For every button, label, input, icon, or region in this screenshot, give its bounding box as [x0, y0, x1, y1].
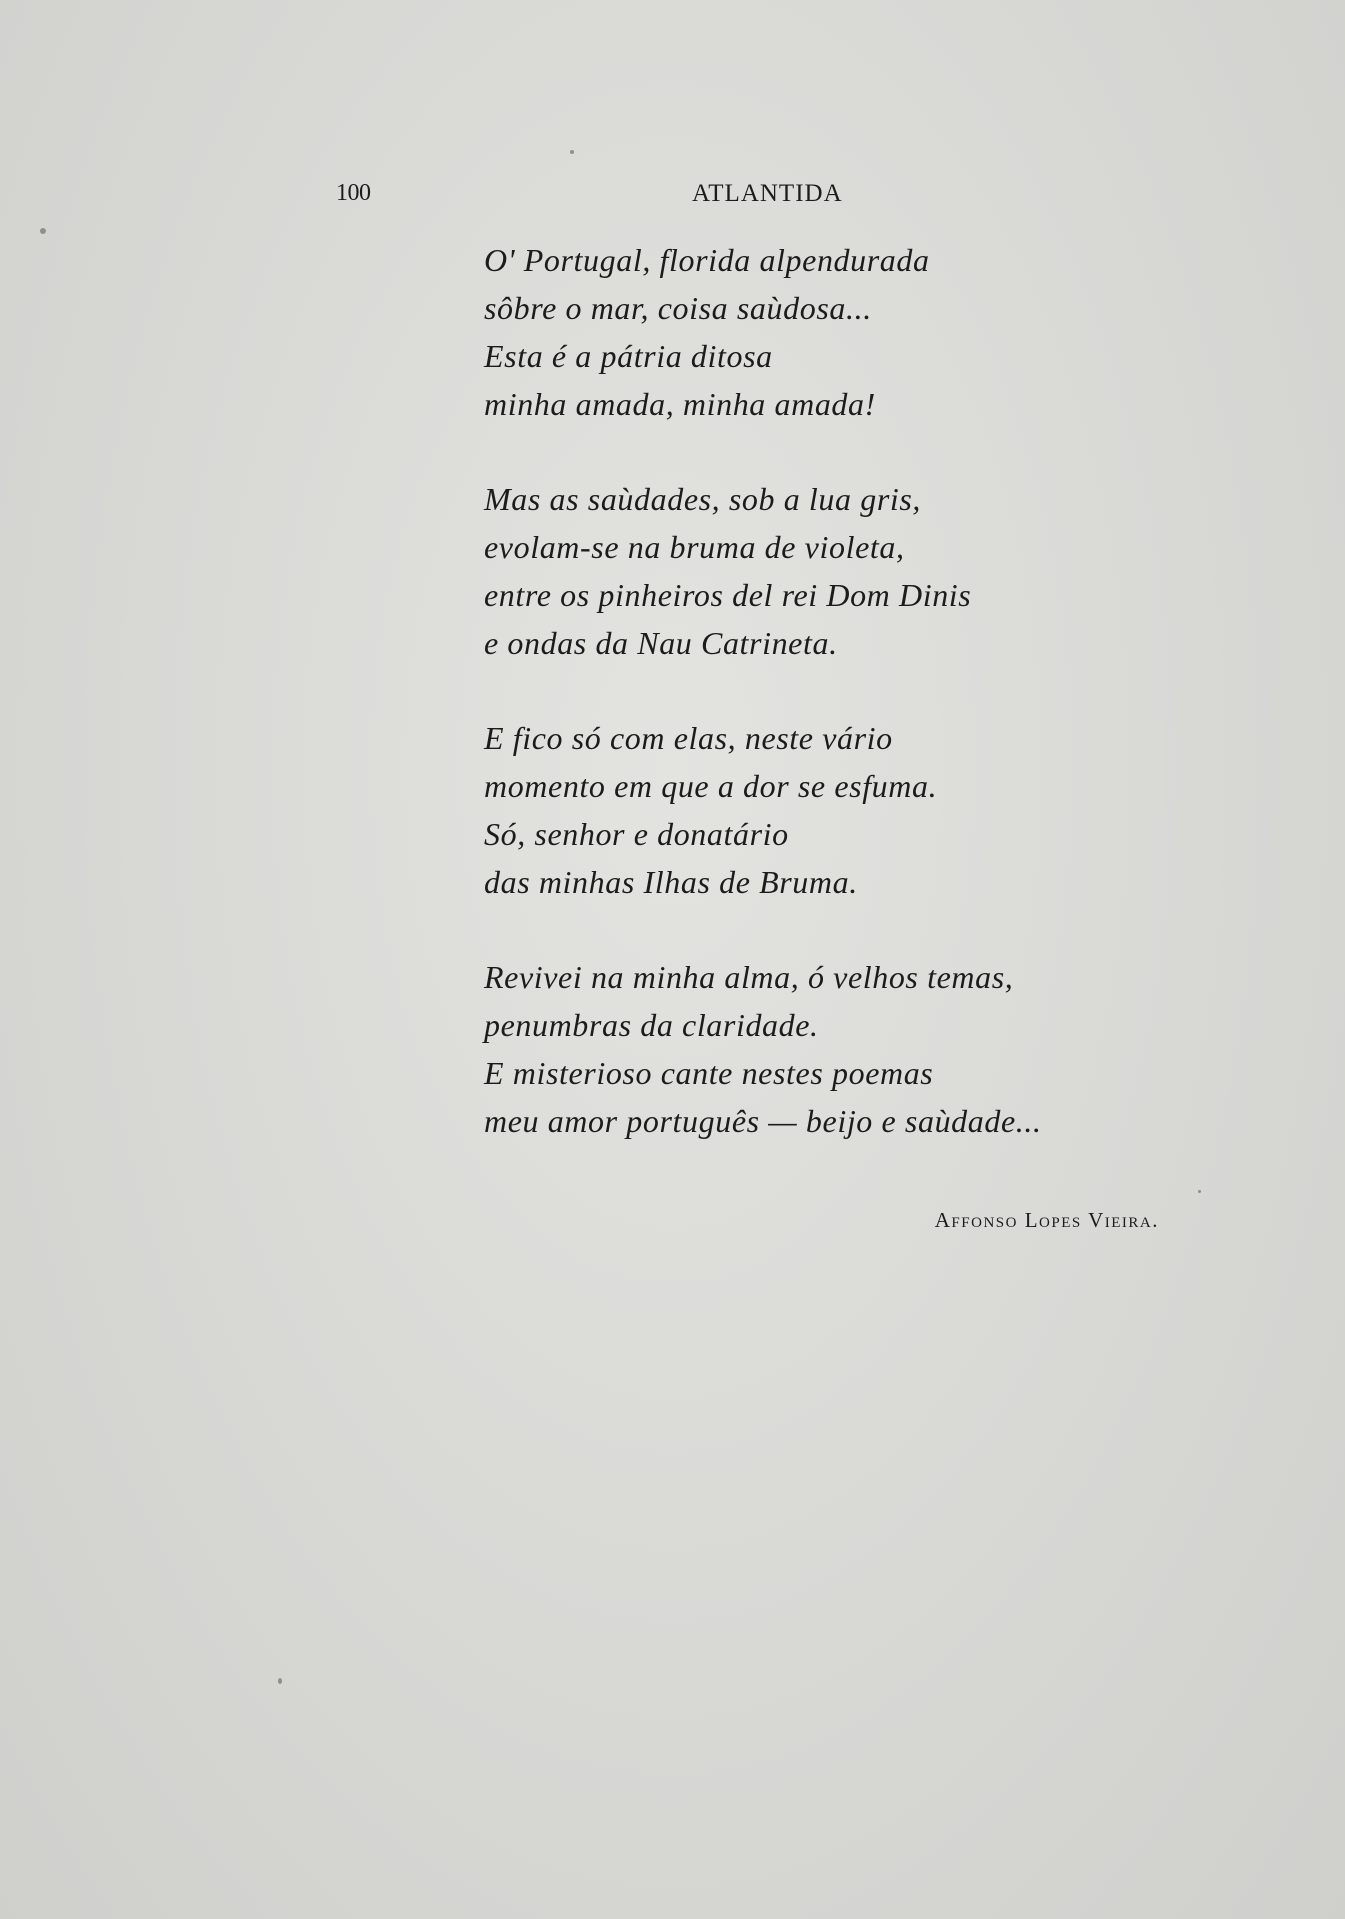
poem-line: E misterioso cante nestes poemas [484, 1055, 934, 1091]
stanza [484, 236, 1184, 428]
poem-line: evolam-se na bruma de violeta, [484, 529, 905, 565]
poem-line: Esta é a pátria ditosa [484, 338, 773, 374]
poem-line: Mas as saùdades, sob a lua gris, [484, 481, 922, 517]
poem-line: Revivei na minha alma, ó velhos temas, [484, 959, 1014, 995]
paper-speck [278, 1678, 282, 1684]
page-header [0, 176, 1345, 212]
poem-line: entre os pinheiros del rei Dom Dinis [484, 577, 972, 613]
paper-speck [570, 150, 574, 154]
running-title: ATLANTIDA [692, 180, 843, 207]
stanza [484, 475, 1184, 667]
author-signature: Affonso Lopes Vieira. [934, 1208, 1159, 1232]
stanza [484, 714, 1184, 906]
poem-line: Só, senhor e donatário [484, 816, 789, 852]
poem-line: sôbre o mar, coisa saùdosa... [484, 290, 872, 326]
stanza [484, 953, 1184, 1145]
poem-line: E fico só com elas, neste vário [484, 720, 893, 756]
poem-line: das minhas Ilhas de Bruma. [484, 864, 858, 900]
poem-line: e ondas da Nau Catrineta. [484, 625, 838, 661]
poem-line: meu amor português — beijo e saùdade... [484, 1103, 1042, 1139]
poem-line: minha amada, minha amada! [484, 386, 876, 422]
poem-line: penumbras da claridade. [484, 1007, 819, 1043]
poem-line: momento em que a dor se esfuma. [484, 768, 938, 804]
poem-line: O' Portugal, florida alpendurada [484, 242, 930, 278]
page-number: 100 [336, 180, 371, 206]
paper-speck [40, 228, 46, 234]
poem [484, 236, 1184, 1192]
paper-speck [1198, 1190, 1201, 1193]
